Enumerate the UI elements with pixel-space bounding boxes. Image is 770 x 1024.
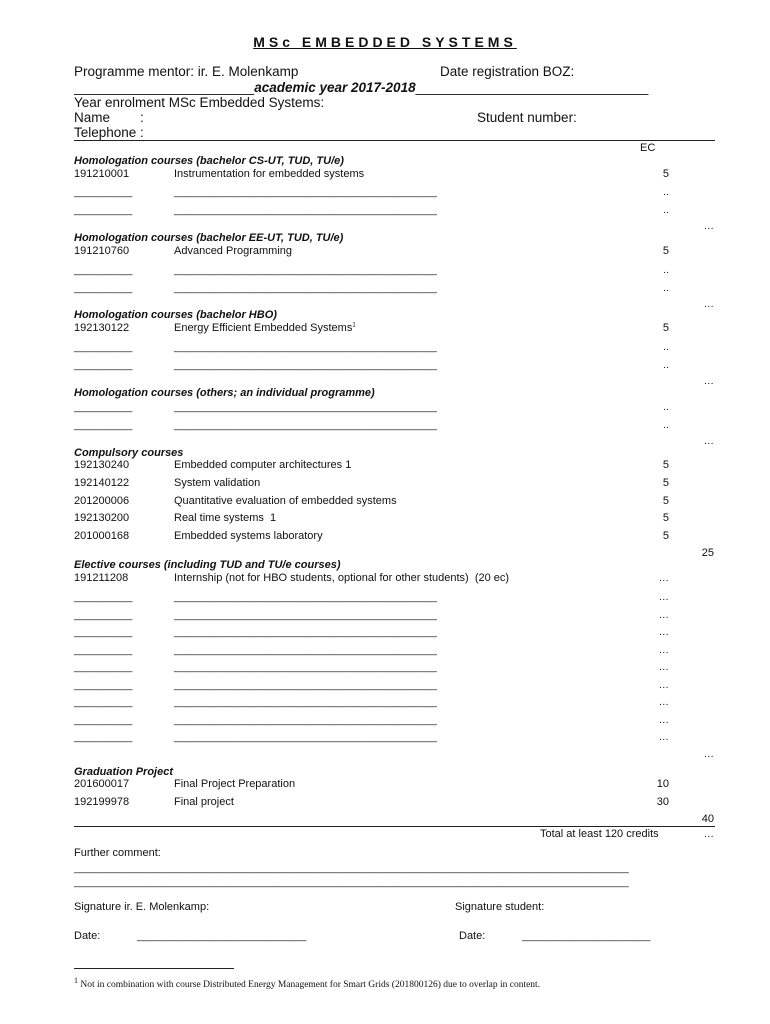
- course-ec: 5: [662, 245, 669, 257]
- section-subtotal: …: [703, 298, 714, 310]
- ec-placeholder: ..: [663, 401, 669, 413]
- academic-year-suffix-line: _______________________________: [415, 80, 649, 95]
- course-code: 191211208: [74, 572, 129, 584]
- section-subtotal: 40: [701, 813, 714, 825]
- course-code: 192140122: [74, 477, 130, 489]
- course-ec: 5: [662, 168, 669, 180]
- comment-line: _______________________________________________________________________________________________: [74, 862, 629, 874]
- total-value: …: [703, 828, 714, 840]
- blank-name-line: _____________________________________________: [174, 609, 437, 621]
- ec-placeholder: …: [658, 644, 669, 656]
- year-enrolment-label: Year enrolment MSc Embedded Systems:: [74, 95, 325, 110]
- course-code: 192130200: [74, 512, 130, 524]
- course-name: Internship (not for HBO students, optional for other students) (20 ec): [174, 572, 510, 584]
- date-line-student: ______________________: [522, 930, 651, 942]
- course-code: 192130122: [74, 322, 130, 334]
- academic-year: academic year 2017-2018: [254, 80, 416, 95]
- ec-placeholder: ..: [663, 341, 669, 353]
- blank-code-line: __________: [74, 679, 133, 691]
- blank-name-line: _____________________________________________: [174, 679, 437, 691]
- blank-code-line: __________: [74, 359, 133, 371]
- course-name: Real time systems 1: [174, 512, 277, 524]
- total-label: Total at least 120 credits: [540, 828, 659, 840]
- section-subtotal: …: [703, 375, 714, 387]
- header-divider: [74, 140, 715, 141]
- document-title: MSc EMBEDDED SYSTEMS: [253, 34, 517, 50]
- academic-year-prefix-line: ________________________: [74, 80, 255, 95]
- course-name: System validation: [174, 477, 261, 489]
- ec-placeholder: …: [658, 661, 669, 673]
- section-subtotal: …: [703, 748, 714, 760]
- course-code: 201200006: [74, 495, 130, 507]
- course-name: Final project: [174, 796, 234, 808]
- section-title-homologation-hbo: Homologation courses (bachelor HBO): [74, 309, 277, 321]
- course-code: 191210760: [74, 245, 130, 257]
- blank-code-line: __________: [74, 644, 133, 656]
- name-label: Name :: [74, 110, 144, 125]
- blank-name-line: _____________________________________________: [174, 731, 437, 743]
- section-title-homologation-ee: Homologation courses (bachelor EE-UT, TUD, TU/e): [74, 232, 344, 244]
- ec-placeholder: ..: [663, 264, 669, 276]
- course-name: Embedded systems laboratory: [174, 530, 323, 542]
- ec-placeholder: ..: [663, 419, 669, 431]
- blank-code-line: __________: [74, 591, 133, 603]
- blank-name-line: _____________________________________________: [174, 264, 437, 276]
- course-code: 192199978: [74, 796, 130, 808]
- course-ec: 10: [656, 778, 669, 790]
- blank-code-line: __________: [74, 401, 133, 413]
- section-subtotal: …: [703, 435, 714, 447]
- section-title-compulsory: Compulsory courses: [74, 447, 184, 459]
- blank-name-line: _____________________________________________: [174, 186, 437, 198]
- course-code: 192130240: [74, 459, 130, 471]
- academic-year-line: [74, 80, 704, 95]
- blank-name-line: _____________________________________________: [174, 696, 437, 708]
- footnote-divider: [74, 968, 234, 969]
- course-name: Energy Efficient Embedded Systems: [174, 322, 353, 334]
- course-ec: 5: [662, 459, 669, 471]
- blank-code-line: __________: [74, 696, 133, 708]
- blank-name-line: _____________________________________________: [174, 359, 437, 371]
- blank-code-line: __________: [74, 626, 133, 638]
- programme-mentor: Programme mentor: ir. E. Molenkamp: [74, 64, 299, 79]
- blank-name-line: _____________________________________________: [174, 401, 437, 413]
- blank-name-line: _____________________________________________: [174, 626, 437, 638]
- ec-placeholder: …: [658, 679, 669, 691]
- blank-name-line: _____________________________________________: [174, 591, 437, 603]
- blank-name-line: _____________________________________________: [174, 644, 437, 656]
- ec-placeholder: …: [658, 696, 669, 708]
- further-comment-label: Further comment:: [74, 847, 161, 859]
- blank-name-line: _____________________________________________: [174, 204, 437, 216]
- course-ec: 5: [662, 477, 669, 489]
- course-name: Instrumentation for embedded systems: [174, 168, 365, 180]
- course-name: Advanced Programming: [174, 245, 293, 257]
- total-divider: [74, 826, 715, 827]
- blank-name-line: _____________________________________________: [174, 419, 437, 431]
- blank-code-line: __________: [74, 186, 133, 198]
- blank-code-line: __________: [74, 609, 133, 621]
- course-name: Quantitative evaluation of embedded systems: [174, 495, 397, 507]
- course-ec: 5: [662, 530, 669, 542]
- ec-placeholder: ..: [663, 359, 669, 371]
- blank-name-line: _____________________________________________: [174, 714, 437, 726]
- blank-code-line: __________: [74, 714, 133, 726]
- ec-placeholder: …: [658, 591, 669, 603]
- footnote-number: 1: [74, 976, 78, 985]
- course-ec: 5: [662, 322, 669, 334]
- section-subtotal: …: [703, 220, 714, 232]
- course-code: 201000168: [74, 530, 130, 542]
- course-code: 191210001: [74, 168, 130, 180]
- blank-code-line: __________: [74, 341, 133, 353]
- section-title-elective: Elective courses (including TUD and TU/e courses): [74, 559, 341, 571]
- student-number-label: Student number:: [477, 110, 577, 125]
- ec-placeholder: …: [658, 731, 669, 743]
- ec-placeholder: …: [658, 609, 669, 621]
- ec-placeholder: ..: [663, 282, 669, 294]
- course-name-with-footnote: [174, 322, 356, 334]
- ec-placeholder: …: [658, 572, 669, 584]
- blank-name-line: _____________________________________________: [174, 282, 437, 294]
- signature-mentor-label: Signature ir. E. Molenkamp:: [74, 901, 210, 913]
- ec-placeholder: ..: [663, 204, 669, 216]
- course-ec: 30: [656, 796, 669, 808]
- blank-name-line: _____________________________________________: [174, 661, 437, 673]
- blank-name-line: _____________________________________________: [174, 341, 437, 353]
- date-registration-label: Date registration BOZ:: [440, 64, 575, 79]
- date-label-student: Date:: [459, 930, 486, 942]
- blank-code-line: __________: [74, 419, 133, 431]
- course-name: Embedded computer architectures 1: [174, 459, 352, 471]
- date-line-mentor: _____________________________: [137, 930, 307, 942]
- section-subtotal: 25: [701, 547, 714, 559]
- section-title-homologation-others: Homologation courses (others; an individual programme): [74, 387, 375, 399]
- section-title-graduation: Graduation Project: [74, 766, 174, 778]
- date-label-mentor: Date:: [74, 930, 101, 942]
- signature-student-label: Signature student:: [455, 901, 545, 913]
- section-title-homologation-cs: Homologation courses (bachelor CS-UT, TUD, TU/e): [74, 155, 344, 167]
- telephone-label: Telephone :: [74, 125, 144, 140]
- footnote-text: Not in combination with course Distributed Energy Management for Smart Grids (201800126) due to overlap in content.: [80, 980, 541, 991]
- blank-code-line: __________: [74, 204, 133, 216]
- ec-placeholder: …: [658, 626, 669, 638]
- ec-placeholder: …: [658, 714, 669, 726]
- blank-code-line: __________: [74, 731, 133, 743]
- blank-code-line: __________: [74, 282, 133, 294]
- comment-line: _______________________________________________________________________________________________: [74, 876, 629, 888]
- ec-placeholder: ..: [663, 186, 669, 198]
- course-name: Final Project Preparation: [174, 778, 296, 790]
- footnote: [74, 976, 540, 990]
- footnote-marker: 1: [352, 322, 356, 329]
- course-ec: 5: [662, 495, 669, 507]
- ec-column-header: EC: [640, 142, 656, 154]
- course-ec: 5: [662, 512, 669, 524]
- course-code: 201600017: [74, 778, 130, 790]
- blank-code-line: __________: [74, 264, 133, 276]
- blank-code-line: __________: [74, 661, 133, 673]
